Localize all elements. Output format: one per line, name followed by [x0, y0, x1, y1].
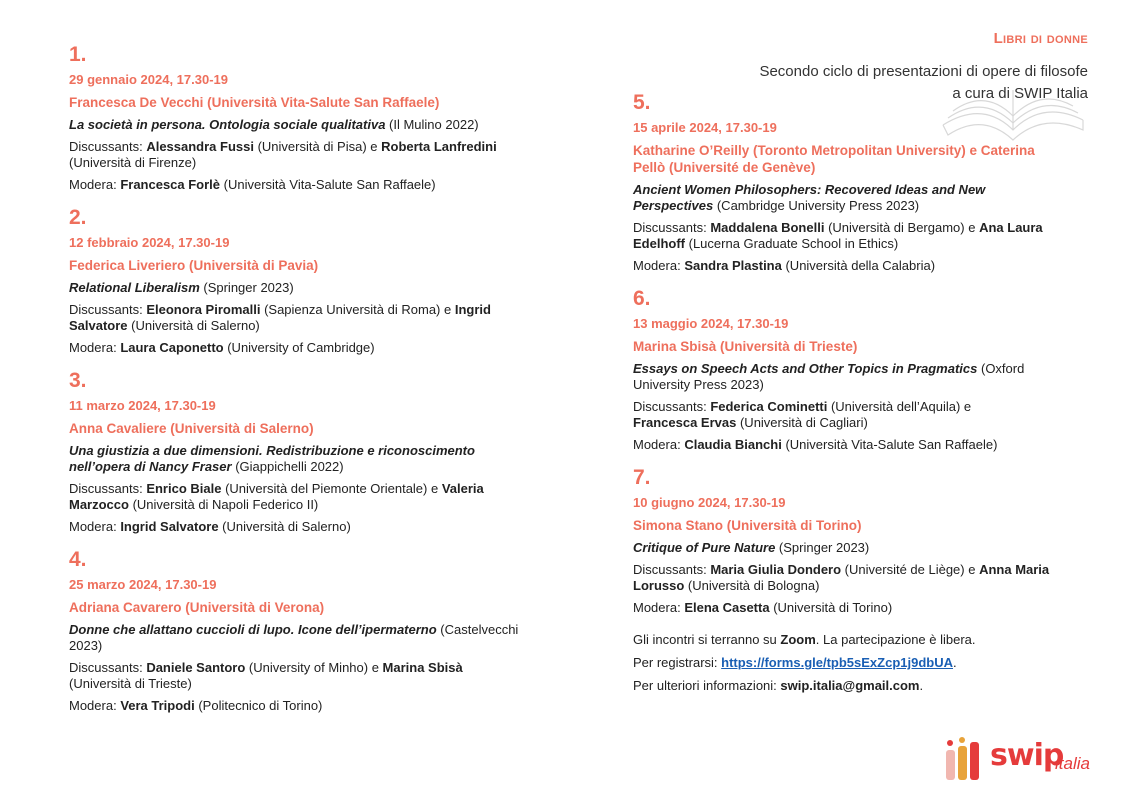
- moderator-affiliation: (Politecnico di Torino): [194, 698, 323, 713]
- event-6: [633, 286, 1083, 453]
- events-column-right: [633, 90, 1083, 701]
- moderator-label: Modera:: [633, 600, 685, 615]
- series-subtitle-line2: a cura di SWIP Italia: [952, 85, 1088, 102]
- book-publisher: (Il Mulino 2022): [385, 117, 479, 132]
- event-book: [69, 117, 519, 133]
- event-3: [69, 368, 519, 535]
- discussant-affiliation: (Università dell’Aquila) e: [827, 399, 972, 414]
- event-date: 25 marzo 2024, 17.30-19: [69, 577, 217, 592]
- moderator-name: Francesca Forlè: [120, 177, 221, 192]
- event-moderator: [633, 600, 1083, 616]
- event-speaker: Federica Liveriero (Università di Pavia): [69, 258, 319, 273]
- discussants-label: Discussants:: [633, 399, 711, 414]
- discussant-name: Alessandra Fussi: [146, 139, 254, 154]
- discussant-affiliation: (Università di Bologna): [684, 578, 820, 593]
- discussant-affiliation: (Sapienza Università di Roma) e: [260, 302, 455, 317]
- footer-contact-line: [633, 678, 1083, 694]
- event-discussants: [633, 220, 1053, 252]
- event-speaker: Anna Cavaliere (Università di Salerno): [69, 421, 314, 436]
- event-book: [633, 361, 1053, 393]
- discussant-affiliation: (Università di Bergamo) e: [824, 220, 980, 235]
- discussant-name: Ingrid Salvatore: [69, 302, 491, 333]
- event-discussants: [69, 481, 519, 513]
- discussant-affiliation: (Università di Napoli Federico II): [128, 497, 319, 512]
- discussant-name: Francesca Ervas: [633, 415, 737, 430]
- footer-text: . La partecipazione è libera.: [815, 632, 976, 647]
- event-date: 10 giugno 2024, 17.30-19: [633, 495, 786, 510]
- series-subtitle-line1: Secondo ciclo di presentazioni di opere di filosofe: [759, 63, 1088, 80]
- discussants-label: Discussants:: [69, 139, 147, 154]
- event-date: 12 febbraio 2024, 17.30-19: [69, 235, 230, 250]
- book-publisher: (Castelvecchi 2023): [69, 622, 519, 653]
- moderator-name: Elena Casetta: [684, 600, 770, 615]
- book-publisher: (Cambridge University Press 2023): [713, 198, 920, 213]
- event-5: [633, 90, 1083, 274]
- discussant-affiliation: (Università di Salerno): [127, 318, 260, 333]
- logo-mark-icon: [942, 736, 988, 782]
- discussant-name: Maria Giulia Dondero: [710, 562, 842, 577]
- footer-text: Gli incontri si terranno su: [633, 632, 781, 647]
- event-book: [633, 182, 1033, 214]
- discussant-name: Federica Cominetti: [710, 399, 828, 414]
- series-title: Libri di donne: [993, 30, 1088, 47]
- moderator-affiliation: (Università Vita-Salute San Raffaele): [220, 177, 436, 192]
- event-1: [69, 42, 519, 193]
- moderator-label: Modera:: [69, 519, 121, 534]
- event-discussants: [69, 660, 519, 692]
- event-speaker: Simona Stano (Università di Torino): [633, 518, 862, 533]
- event-book: [69, 443, 519, 475]
- discussant-name: Marina Sbisà: [382, 660, 463, 675]
- discussant-affiliation: (Università di Trieste): [69, 676, 192, 691]
- event-number: 1.: [69, 43, 87, 66]
- discussant-affiliation: (University of Minho) e: [245, 660, 383, 675]
- discussant-affiliation: (Université de Liège) e: [841, 562, 980, 577]
- book-title: Donne che allattano cuccioli di lupo. Icone dell’ipermaterno: [69, 622, 437, 637]
- book-title: La società in persona. Ontologia sociale qualitativa: [69, 117, 386, 132]
- event-speaker: Adriana Cavarero (Università di Verona): [69, 600, 325, 615]
- moderator-affiliation: (Università di Torino): [769, 600, 893, 615]
- event-book: [69, 622, 519, 654]
- moderator-label: Modera:: [69, 698, 121, 713]
- moderator-affiliation: (Università di Salerno): [218, 519, 351, 534]
- discussants-label: Discussants:: [633, 220, 711, 235]
- contact-email[interactable]: swip.italia@gmail.com: [780, 678, 920, 693]
- info-footer: [633, 632, 1083, 694]
- events-column-left: [69, 42, 519, 720]
- discussant-affiliation: (Lucerna Graduate School in Ethics): [685, 236, 899, 251]
- event-date: 29 gennaio 2024, 17.30-19: [69, 72, 228, 87]
- event-number: 3.: [69, 369, 87, 392]
- moderator-label: Modera:: [633, 437, 685, 452]
- book-publisher: (Oxford University Press 2023): [633, 361, 1025, 392]
- event-number: 7.: [633, 466, 651, 489]
- event-date: 13 maggio 2024, 17.30-19: [633, 316, 789, 331]
- zoom-label: Zoom: [780, 632, 816, 647]
- discussants-label: Discussants:: [69, 302, 147, 317]
- discussants-label: Discussants:: [69, 481, 147, 496]
- event-moderator: [69, 340, 519, 356]
- moderator-name: Claudia Bianchi: [684, 437, 782, 452]
- event-moderator: [69, 177, 519, 193]
- moderator-name: Ingrid Salvatore: [120, 519, 219, 534]
- book-title: Ancient Women Philosophers: Recovered Ideas and New Perspectives: [633, 182, 986, 213]
- registration-link[interactable]: https://forms.gle/tpb5sExZcp1j9dbUA: [721, 655, 954, 670]
- moderator-name: Vera Tripodi: [120, 698, 195, 713]
- discussant-affiliation: (Università del Piemonte Orientale) e: [221, 481, 442, 496]
- event-moderator: [633, 258, 1083, 274]
- event-book: [633, 540, 1083, 556]
- footer-text: Per ulteriori informazioni:: [633, 678, 781, 693]
- discussant-name: Eleonora Piromalli: [146, 302, 261, 317]
- event-number: 5.: [633, 91, 651, 114]
- moderator-affiliation: (Università Vita-Salute San Raffaele): [781, 437, 998, 452]
- event-discussants: [69, 139, 519, 171]
- event-date: 15 aprile 2024, 17.30-19: [633, 120, 777, 135]
- footer-text: .: [919, 678, 924, 693]
- discussant-name: Roberta Lanfredini: [381, 139, 497, 154]
- event-number: 2.: [69, 206, 87, 229]
- event-book: [69, 280, 519, 296]
- book-publisher: (Springer 2023): [199, 280, 294, 295]
- book-title: Una giustizia a due dimensioni. Redistribuzione e riconoscimento nell’opera di Nancy Fraser: [69, 443, 475, 474]
- event-discussants: [633, 399, 1033, 431]
- event-moderator: [69, 698, 519, 714]
- moderator-name: Sandra Plastina: [684, 258, 782, 273]
- event-date: 11 marzo 2024, 17.30-19: [69, 398, 216, 413]
- discussant-affiliation: (Università di Firenze): [69, 155, 197, 170]
- footer-text: Per registrarsi:: [633, 655, 722, 670]
- book-title: Critique of Pure Nature: [633, 540, 776, 555]
- event-7: [633, 465, 1083, 616]
- footer-text: .: [953, 655, 957, 670]
- discussant-affiliation: (Università di Cagliari): [736, 415, 868, 430]
- event-moderator: [633, 437, 1083, 453]
- moderator-name: Laura Caponetto: [120, 340, 224, 355]
- book-title: Essays on Speech Acts and Other Topics in Pragmatics: [633, 361, 978, 376]
- book-publisher: (Giappichelli 2022): [231, 459, 344, 474]
- book-publisher: (Springer 2023): [775, 540, 870, 555]
- discussant-name: Anna Maria Lorusso: [633, 562, 1050, 593]
- logo-swip-text: swip: [990, 738, 1064, 773]
- moderator-affiliation: (University of Cambridge): [223, 340, 375, 355]
- moderator-label: Modera:: [69, 340, 121, 355]
- discussant-name: Enrico Biale: [146, 481, 222, 496]
- event-number: 4.: [69, 548, 87, 571]
- event-2: [69, 205, 519, 356]
- event-speaker: Marina Sbisà (Università di Trieste): [633, 339, 858, 354]
- logo-italia-text: italia: [1055, 754, 1090, 773]
- discussants-label: Discussants:: [633, 562, 711, 577]
- event-speaker: Francesca De Vecchi (Università Vita-Salute San Raffaele): [69, 95, 440, 110]
- event-discussants: [633, 562, 1058, 594]
- footer-zoom-line: [633, 632, 1083, 648]
- discussant-name: Maddalena Bonelli: [710, 220, 825, 235]
- swip-italia-logo: [942, 734, 1107, 784]
- discussant-affiliation: (Università di Pisa) e: [253, 139, 382, 154]
- event-speaker: Katharine O’Reilly (Toronto Metropolitan University) e Caterina Pellò (Université de Genève): [633, 143, 1035, 175]
- moderator-label: Modera:: [633, 258, 685, 273]
- event-number: 6.: [633, 287, 651, 310]
- moderator-label: Modera:: [69, 177, 121, 192]
- book-title: Relational Liberalism: [69, 280, 200, 295]
- event-4: [69, 547, 519, 714]
- discussants-label: Discussants:: [69, 660, 147, 675]
- event-discussants: [69, 302, 519, 334]
- event-moderator: [69, 519, 519, 535]
- footer-register-line: [633, 655, 1083, 671]
- discussant-name: Daniele Santoro: [146, 660, 246, 675]
- discussant-name: Ana Laura Edelhoff: [633, 220, 1043, 251]
- discussant-name: Valeria Marzocco: [69, 481, 484, 512]
- moderator-affiliation: (Università della Calabria): [781, 258, 936, 273]
